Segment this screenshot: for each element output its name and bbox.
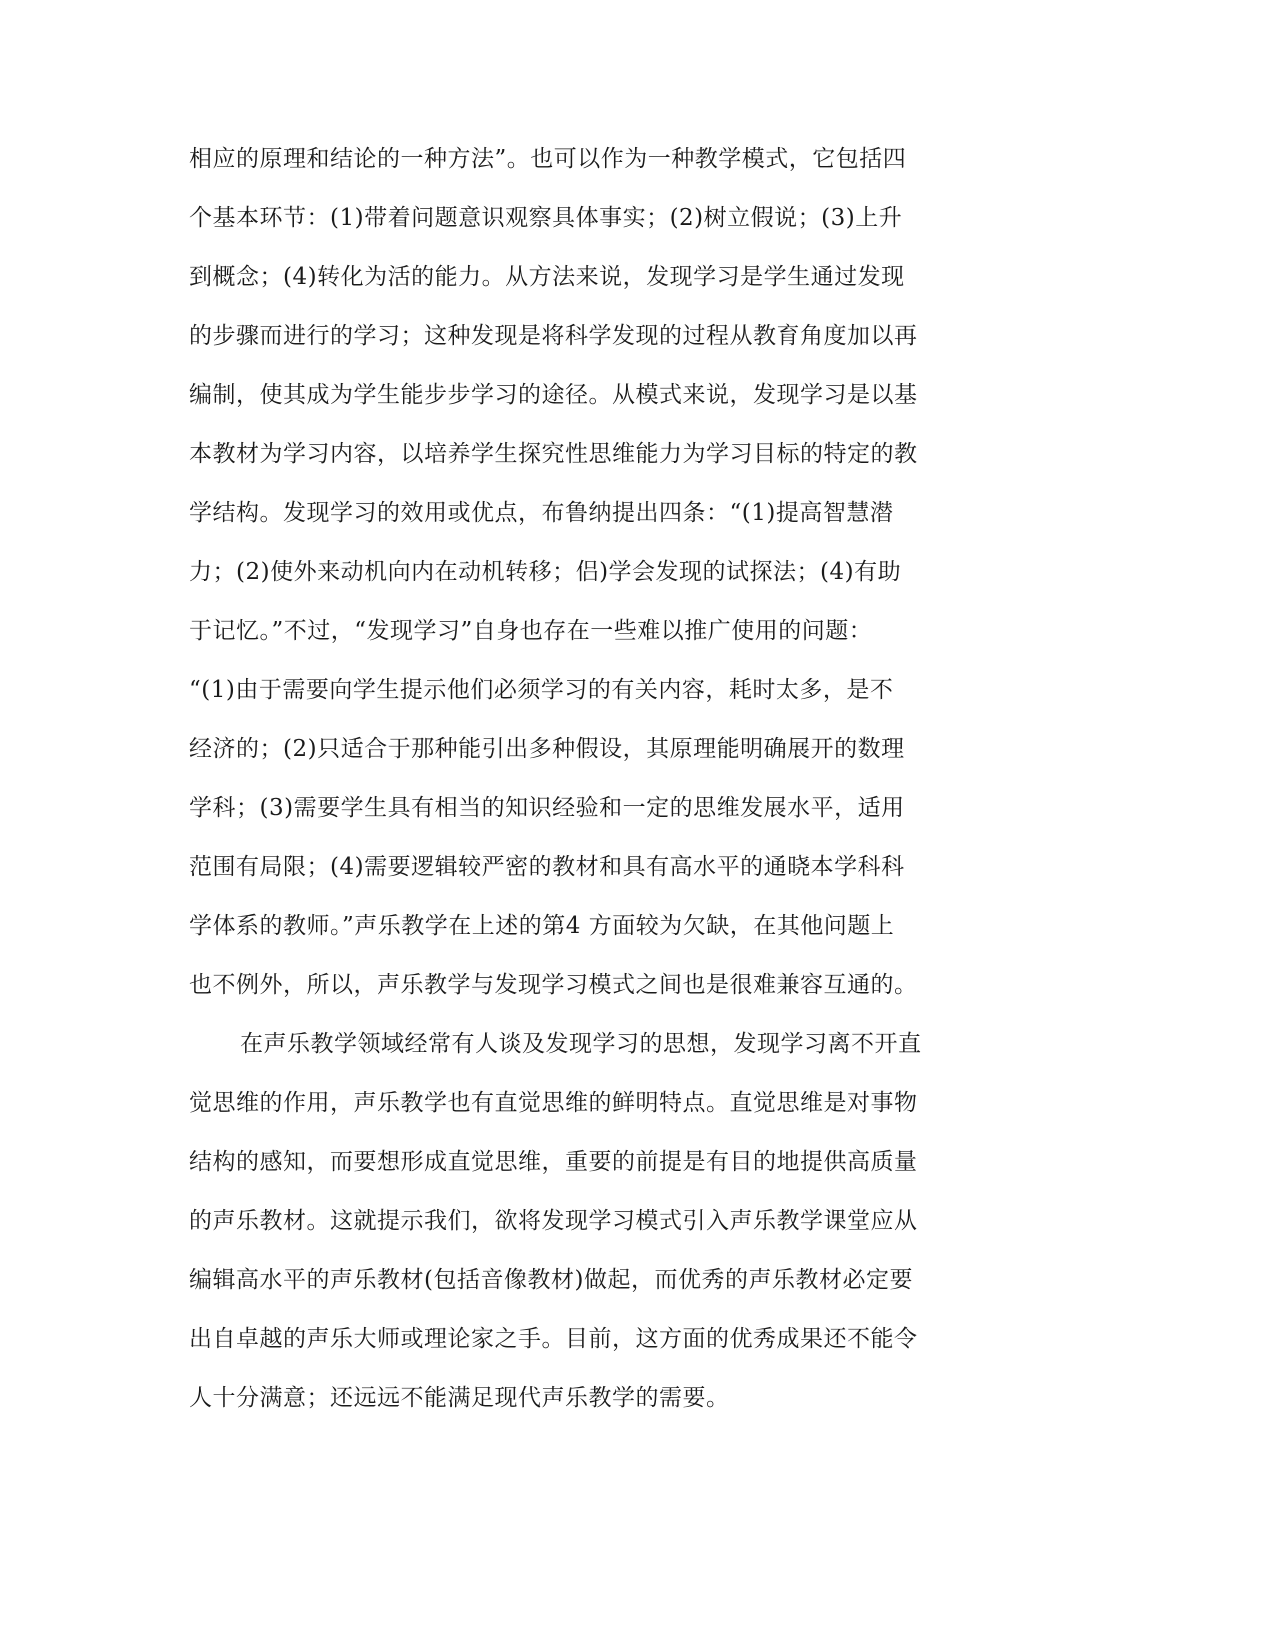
text-line: “(1)由于需要向学生提示他们必须学习的有关内容，耗时太多，是不 (189, 677, 894, 703)
text-line: 于记忆。”不过，“发现学习”自身也存在一些难以推广使用的问题： (189, 618, 873, 644)
text-line: 个基本环节：(1)带着问题意识观察具体事实；(2)树立假说；(3)上升 (189, 205, 903, 231)
text-line: 力；(2)使外来动机向内在动机转移；侣)学会发现的试探法；(4)有助 (189, 559, 902, 585)
text-line: 的步骤而进行的学习；这种发现是将科学发现的过程从教育角度加以再 (189, 323, 918, 349)
text-line: 相应的原理和结论的一种方法”。也可以作为一种教学模式，它包括四 (189, 146, 907, 172)
paragraph-first-line: 在声乐教学领域经常有人谈及发现学习的思想，发现学习离不开直 (240, 1031, 922, 1057)
text-line: 经济的；(2)只适合于那种能引出多种假设，其原理能明确展开的数理 (189, 736, 905, 762)
text-line: 学结构。发现学习的效用或优点，布鲁纳提出四条：“(1)提高智慧潜 (189, 500, 894, 526)
text-line: 人十分满意；还远远不能满足现代声乐教学的需要。 (189, 1385, 730, 1411)
text-line: 学科；(3)需要学生具有相当的知识经验和一定的思维发展水平，适用 (189, 795, 905, 821)
text-line: 范围有局限；(4)需要逻辑较严密的教材和具有高水平的通晓本学科科 (189, 854, 905, 880)
text-line: 也不例外，所以，声乐教学与发现学习模式之间也是很难兼容互通的。 (189, 972, 918, 998)
text-line: 出自卓越的声乐大师或理论家之手。目前，这方面的优秀成果还不能令 (189, 1326, 918, 1352)
text-line: 编辑高水平的声乐教材(包括音像教材)做起，而优秀的声乐教材必定要 (189, 1267, 913, 1293)
text-line: 的声乐教材。这就提示我们，欲将发现学习模式引入声乐教学课堂应从 (189, 1208, 918, 1234)
text-line: 觉思维的作用，声乐教学也有直觉思维的鲜明特点。直觉思维是对事物 (189, 1090, 918, 1116)
text-line: 本教材为学习内容，以培养学生探究性思维能力为学习目标的特定的教 (189, 441, 918, 467)
text-line: 结构的感知，而要想形成直觉思维，重要的前提是有目的地提供高质量 (189, 1149, 918, 1175)
text-line: 学体系的教师。”声乐教学在上述的第4 方面较为欠缺，在其他问题上 (189, 913, 895, 939)
text-line: 到概念；(4)转化为活的能力。从方法来说，发现学习是学生通过发现 (189, 264, 905, 290)
text-line: 编制，使其成为学生能步步学习的途径。从模式来说，发现学习是以基 (189, 382, 918, 408)
